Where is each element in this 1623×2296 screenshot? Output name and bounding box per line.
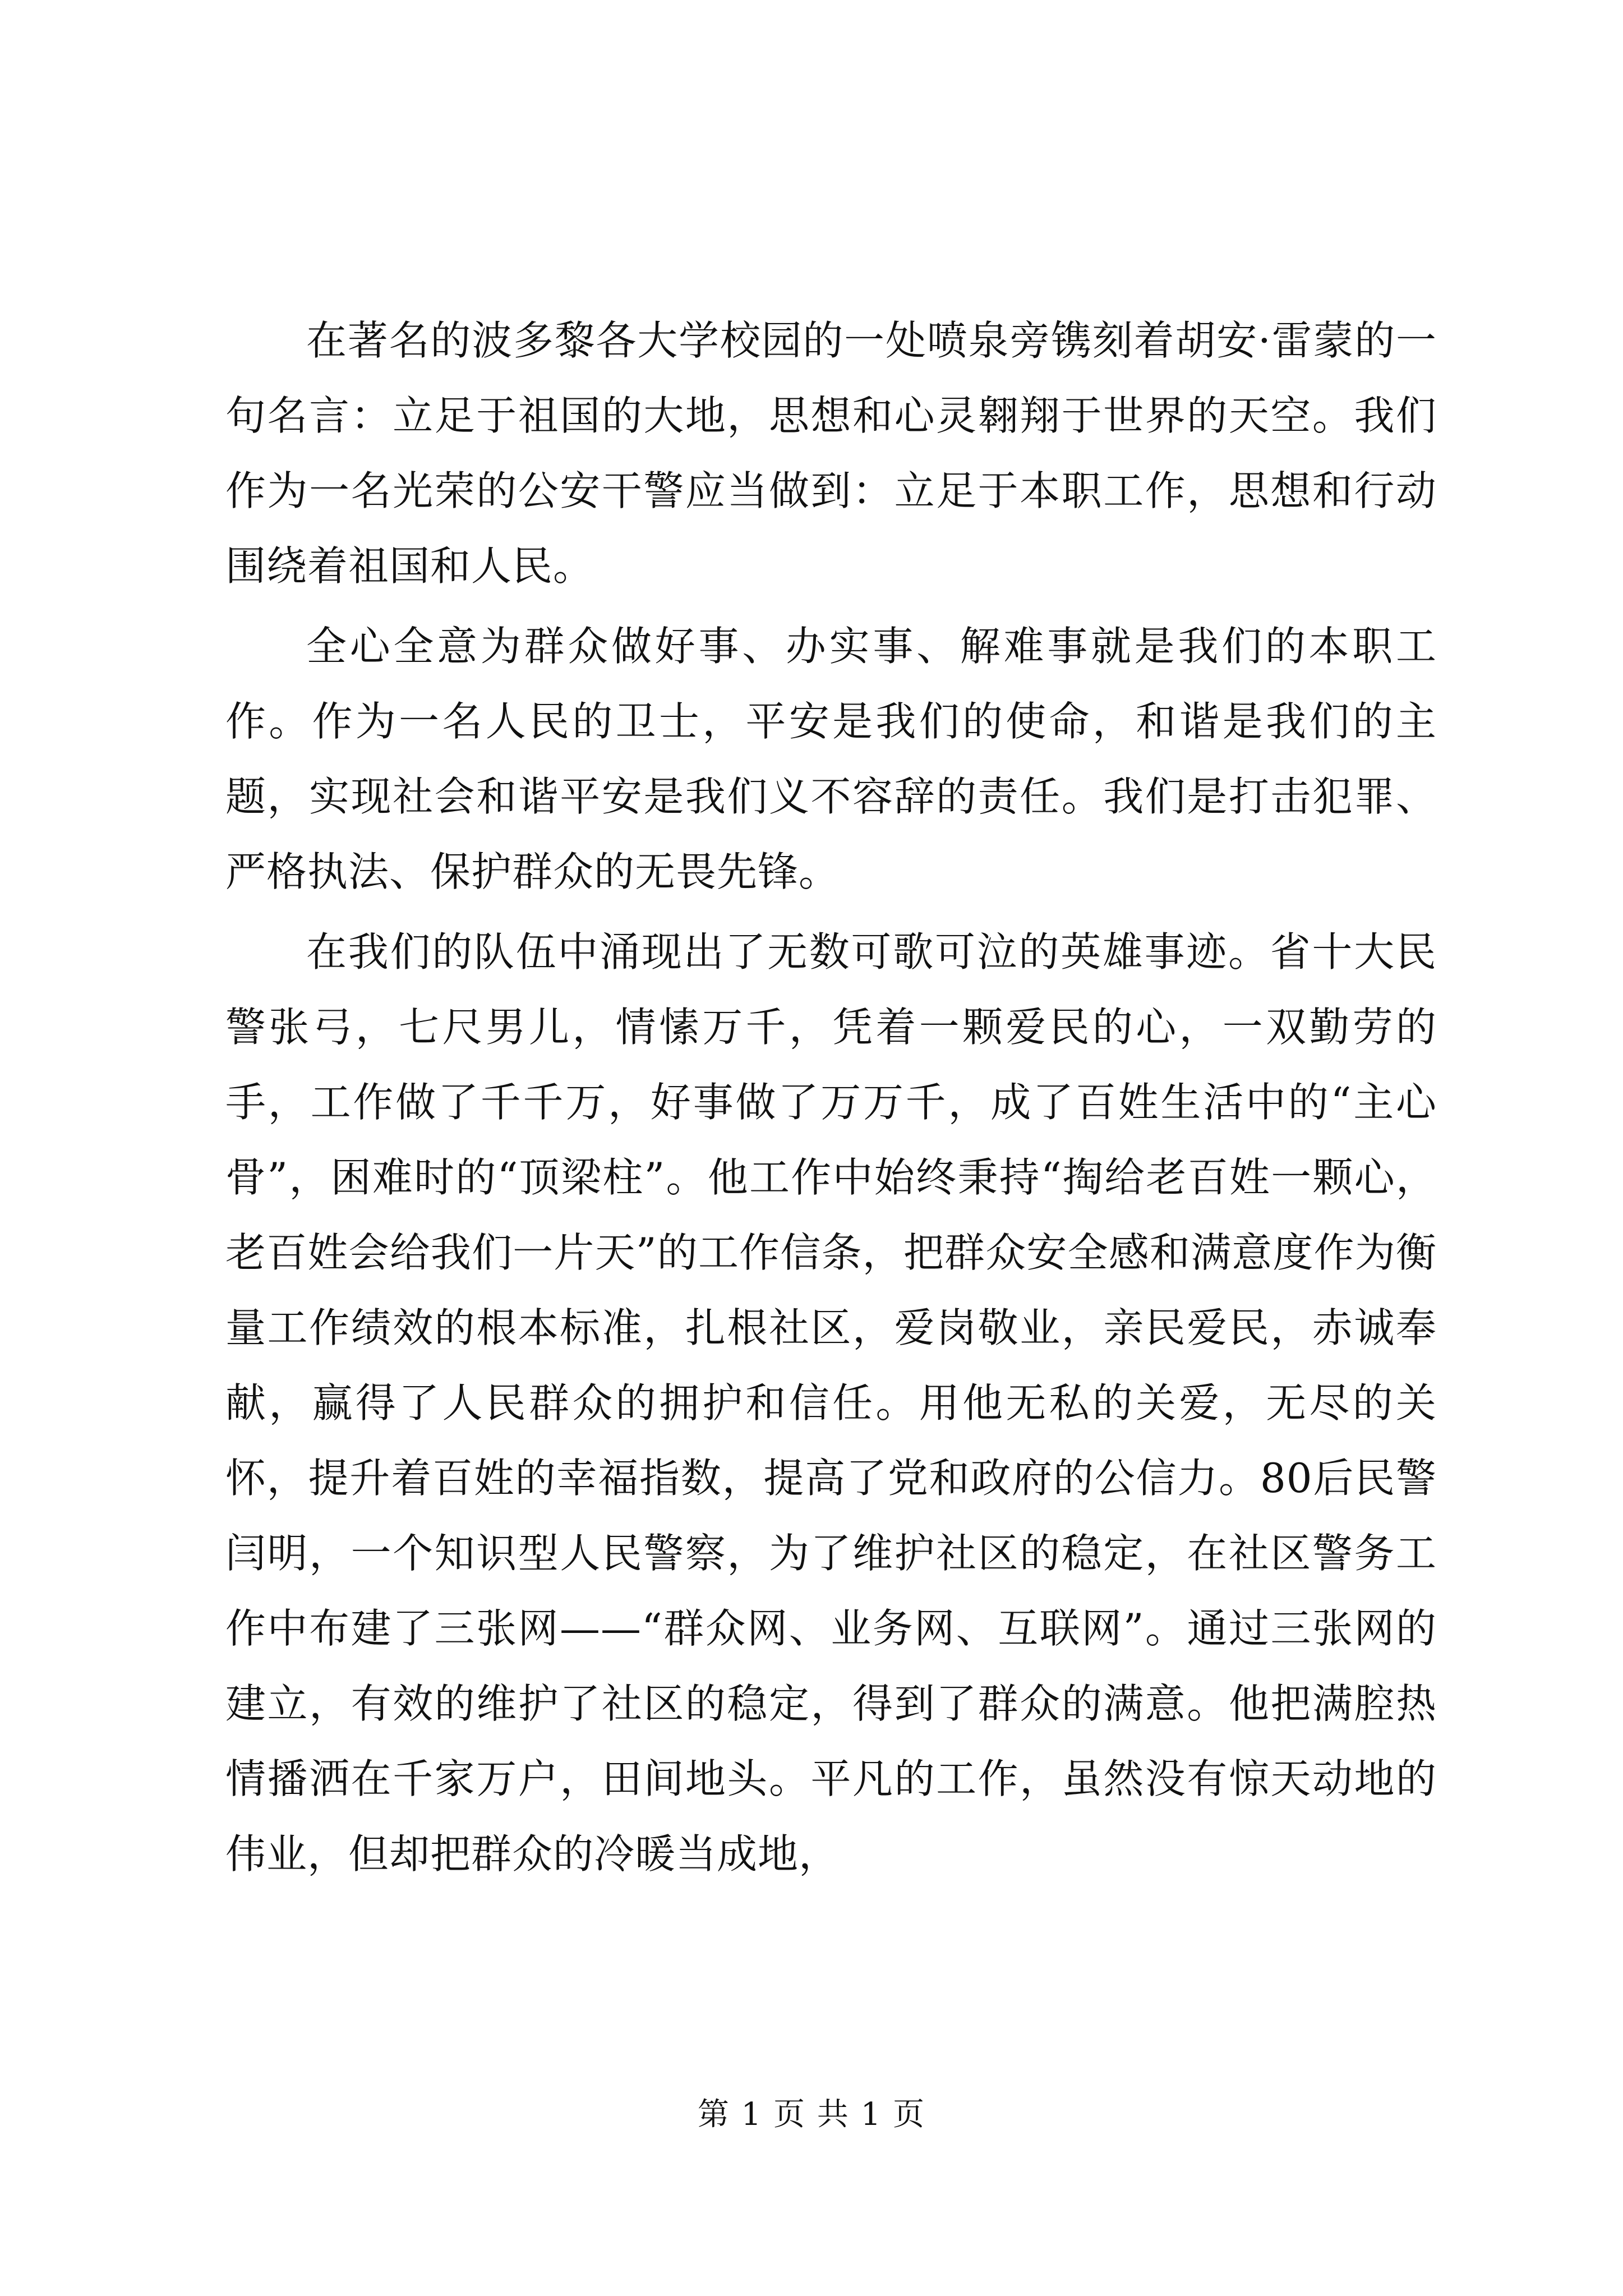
paragraph-2: 全心全意为群众做好事、办实事、解难事就是我们的本职工作。作为一名人民的卫士，平安是我们的使命，和谐是我们的主题，实现社会和谐平安是我们义不容辞的责任。我们是打击犯罪、严格执法、保护群众的无畏先锋。	[225, 623, 1437, 895]
document-body	[225, 303, 1437, 1892]
paragraph-1: 在著名的波多黎各大学校园的一处喷泉旁镌刻着胡安·雷蒙的一句名言：立足于祖国的大地，思想和心灵翱翔于世界的天空。我们作为一名光荣的公安干警应当做到：立足于本职工作，思想和行动围绕着祖国和人民。	[225, 317, 1437, 590]
page-footer: 第 1 页 共 1 页	[697, 2096, 926, 2133]
paragraph-3: 在我们的队伍中涌现出了无数可歌可泣的英雄事迹。省十大民警张弓，七尺男儿，情愫万千，凭着一颗爱民的心，一双勤劳的手，工作做了千千万，好事做了万万千，成了百姓生活中的“主心骨”，困难时的“顶梁柱”。他工作中始终秉持“掏给老百姓一颗心，老百姓会给我们一片天”的工作信条，把群众安全感和满意度作为衡量工作绩效的根本标准，扎根社区，爱岗敬业，亲民爱民，赤诚奉献，赢得了人民群众的拥护和信任。用他无私的关爱，无尽的关怀，提升着百姓的幸福指数，提高了党和政府的公信力。80后民警闫明，一个知识型人民警察，为了维护社区的稳定，在社区警务工作中布建了三张网——“群众网、业务网、互联网”。通过三张网的建立，有效的维护了社区的稳定，得到了群众的满意。他把满腔热情播洒在千家万户，田间地头。平凡的工作，虽然没有惊天动地的伟业，但却把群众的冷暖当成地，	[225, 928, 1437, 1878]
